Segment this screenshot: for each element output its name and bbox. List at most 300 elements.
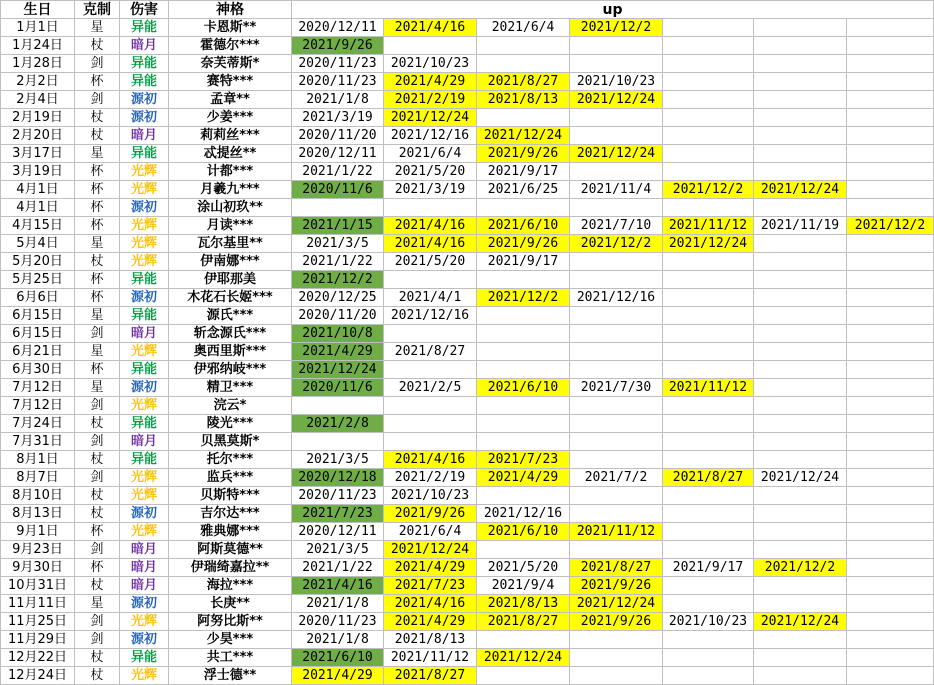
empty-cell[interactable]: [754, 145, 847, 163]
empty-cell[interactable]: [847, 433, 934, 451]
empty-cell[interactable]: [663, 361, 754, 379]
birthday-cell[interactable]: 11月29日: [1, 631, 75, 649]
counter-cell[interactable]: 杯: [75, 523, 120, 541]
up-date-cell[interactable]: 2021/1/8: [292, 595, 384, 613]
up-date-cell[interactable]: 2020/11/23: [292, 487, 384, 505]
empty-cell[interactable]: [663, 595, 754, 613]
deity-name-cell[interactable]: 托尔***: [169, 451, 292, 469]
empty-cell[interactable]: [754, 253, 847, 271]
up-date-cell[interactable]: 2021/5/20: [384, 253, 477, 271]
empty-cell[interactable]: [754, 325, 847, 343]
damage-cell[interactable]: 暗月: [120, 127, 169, 145]
up-date-cell[interactable]: 2021/11/4: [570, 181, 663, 199]
empty-cell[interactable]: [570, 487, 663, 505]
empty-cell[interactable]: [570, 109, 663, 127]
empty-cell[interactable]: [570, 451, 663, 469]
empty-cell[interactable]: [754, 55, 847, 73]
deity-name-cell[interactable]: 奥西里斯***: [169, 343, 292, 361]
up-date-cell[interactable]: 2021/9/4: [477, 577, 570, 595]
up-date-cell[interactable]: 2021/11/12: [663, 217, 754, 235]
empty-cell[interactable]: [754, 397, 847, 415]
birthday-cell[interactable]: 6月21日: [1, 343, 75, 361]
empty-cell[interactable]: [754, 487, 847, 505]
birthday-cell[interactable]: 2月19日: [1, 109, 75, 127]
up-date-cell[interactable]: 2020/11/23: [292, 55, 384, 73]
empty-cell[interactable]: [847, 145, 934, 163]
empty-cell[interactable]: [384, 397, 477, 415]
empty-cell[interactable]: [847, 397, 934, 415]
damage-cell[interactable]: 光辉: [120, 613, 169, 631]
empty-cell[interactable]: [663, 37, 754, 55]
up-date-cell[interactable]: 2021/6/10: [477, 217, 570, 235]
deity-name-cell[interactable]: 伊瑞绮嘉拉**: [169, 559, 292, 577]
up-date-cell[interactable]: 2021/6/4: [384, 145, 477, 163]
birthday-cell[interactable]: 1月1日: [1, 19, 75, 37]
deity-name-cell[interactable]: 卡恩斯**: [169, 19, 292, 37]
empty-cell[interactable]: [292, 433, 384, 451]
damage-cell[interactable]: 异能: [120, 271, 169, 289]
empty-cell[interactable]: [754, 649, 847, 667]
up-date-cell[interactable]: 2021/12/16: [384, 307, 477, 325]
up-date-cell[interactable]: 2021/3/5: [292, 451, 384, 469]
empty-cell[interactable]: [754, 307, 847, 325]
deity-name-cell[interactable]: 孟章**: [169, 91, 292, 109]
counter-cell[interactable]: 剑: [75, 613, 120, 631]
empty-cell[interactable]: [477, 325, 570, 343]
damage-cell[interactable]: 异能: [120, 73, 169, 91]
birthday-cell[interactable]: 5月20日: [1, 253, 75, 271]
empty-cell[interactable]: [477, 37, 570, 55]
birthday-cell[interactable]: 2月2日: [1, 73, 75, 91]
up-date-cell[interactable]: 2021/2/19: [384, 469, 477, 487]
deity-name-cell[interactable]: 木花石长姬***: [169, 289, 292, 307]
up-date-cell[interactable]: 2021/4/29: [477, 469, 570, 487]
counter-cell[interactable]: 杖: [75, 415, 120, 433]
empty-cell[interactable]: [847, 343, 934, 361]
counter-cell[interactable]: 星: [75, 19, 120, 37]
birthday-cell[interactable]: 3月19日: [1, 163, 75, 181]
up-date-cell[interactable]: 2021/12/16: [384, 127, 477, 145]
up-date-cell[interactable]: 2021/9/26: [384, 505, 477, 523]
birthday-cell[interactable]: 11月25日: [1, 613, 75, 631]
up-date-cell[interactable]: 2021/12/24: [570, 595, 663, 613]
empty-cell[interactable]: [384, 433, 477, 451]
empty-cell[interactable]: [570, 541, 663, 559]
up-date-cell[interactable]: 2020/11/20: [292, 127, 384, 145]
deity-name-cell[interactable]: 吉尔达***: [169, 505, 292, 523]
up-date-cell[interactable]: 2021/4/29: [384, 613, 477, 631]
counter-cell[interactable]: 杯: [75, 73, 120, 91]
up-date-cell[interactable]: 2020/12/11: [292, 523, 384, 541]
empty-cell[interactable]: [663, 271, 754, 289]
empty-cell[interactable]: [847, 253, 934, 271]
birthday-cell[interactable]: 9月23日: [1, 541, 75, 559]
up-date-cell[interactable]: 2021/12/2: [570, 19, 663, 37]
birthday-cell[interactable]: 8月10日: [1, 487, 75, 505]
empty-cell[interactable]: [847, 271, 934, 289]
counter-cell[interactable]: 杖: [75, 109, 120, 127]
up-date-cell[interactable]: 2021/3/19: [384, 181, 477, 199]
counter-cell[interactable]: 杯: [75, 181, 120, 199]
birthday-cell[interactable]: 10月31日: [1, 577, 75, 595]
empty-cell[interactable]: [847, 163, 934, 181]
counter-cell[interactable]: 剑: [75, 631, 120, 649]
damage-cell[interactable]: 源初: [120, 505, 169, 523]
up-date-cell[interactable]: 2021/9/26: [292, 37, 384, 55]
up-date-cell[interactable]: 2021/4/16: [384, 19, 477, 37]
counter-cell[interactable]: 剑: [75, 397, 120, 415]
birthday-cell[interactable]: 12月22日: [1, 649, 75, 667]
up-date-cell[interactable]: 2021/4/29: [384, 73, 477, 91]
empty-cell[interactable]: [754, 523, 847, 541]
up-date-cell[interactable]: 2021/9/26: [477, 235, 570, 253]
deity-name-cell[interactable]: 贝斯特***: [169, 487, 292, 505]
empty-cell[interactable]: [847, 37, 934, 55]
up-date-cell[interactable]: 2021/12/2: [847, 217, 934, 235]
empty-cell[interactable]: [384, 271, 477, 289]
up-date-cell[interactable]: 2021/7/2: [570, 469, 663, 487]
damage-cell[interactable]: 源初: [120, 595, 169, 613]
up-date-cell[interactable]: 2021/9/26: [477, 145, 570, 163]
deity-name-cell[interactable]: 精卫***: [169, 379, 292, 397]
deity-name-cell[interactable]: 计都***: [169, 163, 292, 181]
counter-cell[interactable]: 星: [75, 145, 120, 163]
empty-cell[interactable]: [570, 505, 663, 523]
header-deity[interactable]: 神格: [169, 1, 292, 19]
counter-cell[interactable]: 杖: [75, 505, 120, 523]
up-date-cell[interactable]: 2021/6/4: [477, 19, 570, 37]
up-date-cell[interactable]: 2021/4/29: [292, 667, 384, 685]
birthday-cell[interactable]: 9月30日: [1, 559, 75, 577]
birthday-cell[interactable]: 5月25日: [1, 271, 75, 289]
empty-cell[interactable]: [663, 649, 754, 667]
counter-cell[interactable]: 杖: [75, 577, 120, 595]
birthday-cell[interactable]: 4月1日: [1, 199, 75, 217]
deity-name-cell[interactable]: 共工***: [169, 649, 292, 667]
empty-cell[interactable]: [847, 307, 934, 325]
empty-cell[interactable]: [663, 577, 754, 595]
up-date-cell[interactable]: 2021/12/16: [477, 505, 570, 523]
empty-cell[interactable]: [292, 199, 384, 217]
empty-cell[interactable]: [570, 433, 663, 451]
up-date-cell[interactable]: 2021/4/16: [384, 235, 477, 253]
deity-name-cell[interactable]: 忒提丝**: [169, 145, 292, 163]
damage-cell[interactable]: 源初: [120, 91, 169, 109]
empty-cell[interactable]: [663, 55, 754, 73]
empty-cell[interactable]: [754, 235, 847, 253]
empty-cell[interactable]: [847, 523, 934, 541]
empty-cell[interactable]: [663, 199, 754, 217]
deity-name-cell[interactable]: 源氏***: [169, 307, 292, 325]
empty-cell[interactable]: [847, 451, 934, 469]
damage-cell[interactable]: 异能: [120, 55, 169, 73]
counter-cell[interactable]: 杯: [75, 217, 120, 235]
deity-name-cell[interactable]: 霍德尔***: [169, 37, 292, 55]
counter-cell[interactable]: 星: [75, 595, 120, 613]
up-date-cell[interactable]: 2021/7/23: [384, 577, 477, 595]
damage-cell[interactable]: 异能: [120, 145, 169, 163]
deity-name-cell[interactable]: 伊邪纳岐***: [169, 361, 292, 379]
counter-cell[interactable]: 剑: [75, 55, 120, 73]
empty-cell[interactable]: [663, 415, 754, 433]
empty-cell[interactable]: [754, 37, 847, 55]
up-date-cell[interactable]: 2021/3/5: [292, 541, 384, 559]
counter-cell[interactable]: 星: [75, 235, 120, 253]
up-date-cell[interactable]: 2021/10/23: [384, 55, 477, 73]
birthday-cell[interactable]: 8月1日: [1, 451, 75, 469]
empty-cell[interactable]: [570, 199, 663, 217]
damage-cell[interactable]: 源初: [120, 379, 169, 397]
deity-name-cell[interactable]: 瓦尔基里**: [169, 235, 292, 253]
empty-cell[interactable]: [754, 595, 847, 613]
up-date-cell[interactable]: 2021/8/13: [477, 91, 570, 109]
up-date-cell[interactable]: 2021/11/12: [663, 379, 754, 397]
empty-cell[interactable]: [847, 289, 934, 307]
up-date-cell[interactable]: 2021/12/24: [570, 91, 663, 109]
empty-cell[interactable]: [754, 451, 847, 469]
up-date-cell[interactable]: 2021/4/16: [384, 217, 477, 235]
up-date-cell[interactable]: 2021/11/19: [754, 217, 847, 235]
empty-cell[interactable]: [847, 613, 934, 631]
up-date-cell[interactable]: 2021/8/27: [663, 469, 754, 487]
empty-cell[interactable]: [754, 73, 847, 91]
up-date-cell[interactable]: 2020/12/11: [292, 19, 384, 37]
empty-cell[interactable]: [754, 199, 847, 217]
deity-name-cell[interactable]: 贝黑莫斯*: [169, 433, 292, 451]
up-date-cell[interactable]: 2021/12/2: [292, 271, 384, 289]
empty-cell[interactable]: [477, 667, 570, 685]
birthday-cell[interactable]: 7月12日: [1, 379, 75, 397]
empty-cell[interactable]: [570, 271, 663, 289]
up-date-cell[interactable]: 2021/2/8: [292, 415, 384, 433]
up-date-cell[interactable]: 2021/4/1: [384, 289, 477, 307]
up-date-cell[interactable]: 2021/6/10: [292, 649, 384, 667]
damage-cell[interactable]: 异能: [120, 649, 169, 667]
empty-cell[interactable]: [477, 541, 570, 559]
empty-cell[interactable]: [477, 271, 570, 289]
counter-cell[interactable]: 杯: [75, 559, 120, 577]
empty-cell[interactable]: [754, 127, 847, 145]
damage-cell[interactable]: 异能: [120, 415, 169, 433]
up-date-cell[interactable]: 2021/1/22: [292, 559, 384, 577]
up-date-cell[interactable]: 2020/11/6: [292, 181, 384, 199]
empty-cell[interactable]: [384, 361, 477, 379]
deity-name-cell[interactable]: 斩念源氏***: [169, 325, 292, 343]
damage-cell[interactable]: 暗月: [120, 433, 169, 451]
empty-cell[interactable]: [570, 631, 663, 649]
damage-cell[interactable]: 光辉: [120, 163, 169, 181]
empty-cell[interactable]: [570, 253, 663, 271]
damage-cell[interactable]: 光辉: [120, 235, 169, 253]
up-date-cell[interactable]: 2021/9/17: [477, 163, 570, 181]
empty-cell[interactable]: [477, 307, 570, 325]
empty-cell[interactable]: [847, 559, 934, 577]
empty-cell[interactable]: [847, 361, 934, 379]
empty-cell[interactable]: [847, 235, 934, 253]
empty-cell[interactable]: [477, 433, 570, 451]
empty-cell[interactable]: [847, 631, 934, 649]
empty-cell[interactable]: [847, 379, 934, 397]
up-date-cell[interactable]: 2021/6/4: [384, 523, 477, 541]
birthday-cell[interactable]: 2月20日: [1, 127, 75, 145]
up-date-cell[interactable]: 2021/7/23: [292, 505, 384, 523]
counter-cell[interactable]: 剑: [75, 469, 120, 487]
up-date-cell[interactable]: 2021/10/23: [663, 613, 754, 631]
empty-cell[interactable]: [384, 415, 477, 433]
counter-cell[interactable]: 杖: [75, 127, 120, 145]
empty-cell[interactable]: [847, 649, 934, 667]
empty-cell[interactable]: [663, 343, 754, 361]
damage-cell[interactable]: 光辉: [120, 667, 169, 685]
empty-cell[interactable]: [847, 73, 934, 91]
up-date-cell[interactable]: 2021/4/16: [292, 577, 384, 595]
up-date-cell[interactable]: 2021/6/10: [477, 523, 570, 541]
damage-cell[interactable]: 光辉: [120, 523, 169, 541]
empty-cell[interactable]: [754, 433, 847, 451]
empty-cell[interactable]: [847, 199, 934, 217]
counter-cell[interactable]: 杖: [75, 253, 120, 271]
empty-cell[interactable]: [292, 397, 384, 415]
up-date-cell[interactable]: 2021/7/10: [570, 217, 663, 235]
up-date-cell[interactable]: 2021/10/23: [384, 487, 477, 505]
up-date-cell[interactable]: 2021/8/27: [570, 559, 663, 577]
up-date-cell[interactable]: 2021/7/30: [570, 379, 663, 397]
up-date-cell[interactable]: 2021/12/2: [663, 181, 754, 199]
birthday-cell[interactable]: 1月24日: [1, 37, 75, 55]
counter-cell[interactable]: 杖: [75, 451, 120, 469]
empty-cell[interactable]: [847, 505, 934, 523]
damage-cell[interactable]: 源初: [120, 109, 169, 127]
birthday-cell[interactable]: 7月12日: [1, 397, 75, 415]
empty-cell[interactable]: [754, 415, 847, 433]
up-date-cell[interactable]: 2021/8/13: [477, 595, 570, 613]
up-date-cell[interactable]: 2021/6/10: [477, 379, 570, 397]
damage-cell[interactable]: 暗月: [120, 577, 169, 595]
damage-cell[interactable]: 光辉: [120, 181, 169, 199]
birthday-cell[interactable]: 7月31日: [1, 433, 75, 451]
damage-cell[interactable]: 光辉: [120, 487, 169, 505]
empty-cell[interactable]: [663, 163, 754, 181]
deity-name-cell[interactable]: 伊耶那美: [169, 271, 292, 289]
up-date-cell[interactable]: 2021/12/24: [477, 127, 570, 145]
empty-cell[interactable]: [570, 55, 663, 73]
up-date-cell[interactable]: 2021/4/16: [384, 595, 477, 613]
counter-cell[interactable]: 杯: [75, 163, 120, 181]
birthday-cell[interactable]: 8月13日: [1, 505, 75, 523]
empty-cell[interactable]: [663, 451, 754, 469]
empty-cell[interactable]: [663, 541, 754, 559]
up-date-cell[interactable]: 2021/11/12: [384, 649, 477, 667]
empty-cell[interactable]: [847, 19, 934, 37]
up-date-cell[interactable]: 2021/12/24: [663, 235, 754, 253]
up-date-cell[interactable]: 2021/9/17: [663, 559, 754, 577]
up-date-cell[interactable]: 2021/4/29: [384, 559, 477, 577]
up-date-cell[interactable]: 2020/11/23: [292, 73, 384, 91]
damage-cell[interactable]: 源初: [120, 289, 169, 307]
empty-cell[interactable]: [663, 307, 754, 325]
damage-cell[interactable]: 光辉: [120, 343, 169, 361]
up-date-cell[interactable]: 2021/8/13: [384, 631, 477, 649]
empty-cell[interactable]: [570, 325, 663, 343]
empty-cell[interactable]: [477, 631, 570, 649]
damage-cell[interactable]: 光辉: [120, 217, 169, 235]
empty-cell[interactable]: [663, 145, 754, 163]
up-date-cell[interactable]: 2021/12/16: [570, 289, 663, 307]
empty-cell[interactable]: [754, 163, 847, 181]
counter-cell[interactable]: 杖: [75, 667, 120, 685]
up-date-cell[interactable]: 2021/12/24: [384, 541, 477, 559]
up-date-cell[interactable]: 2021/12/24: [570, 145, 663, 163]
up-date-cell[interactable]: 2021/6/25: [477, 181, 570, 199]
deity-name-cell[interactable]: 月羲九***: [169, 181, 292, 199]
empty-cell[interactable]: [663, 91, 754, 109]
empty-cell[interactable]: [663, 325, 754, 343]
up-date-cell[interactable]: 2021/9/26: [570, 577, 663, 595]
empty-cell[interactable]: [663, 397, 754, 415]
damage-cell[interactable]: 光辉: [120, 469, 169, 487]
up-date-cell[interactable]: 2021/8/27: [477, 613, 570, 631]
up-date-cell[interactable]: 2021/2/5: [384, 379, 477, 397]
empty-cell[interactable]: [477, 415, 570, 433]
header-counter[interactable]: 克制: [75, 1, 120, 19]
empty-cell[interactable]: [847, 541, 934, 559]
empty-cell[interactable]: [847, 109, 934, 127]
deity-name-cell[interactable]: 莉莉丝***: [169, 127, 292, 145]
up-date-cell[interactable]: 2021/1/15: [292, 217, 384, 235]
deity-name-cell[interactable]: 阿努比斯**: [169, 613, 292, 631]
counter-cell[interactable]: 星: [75, 343, 120, 361]
empty-cell[interactable]: [847, 325, 934, 343]
empty-cell[interactable]: [847, 91, 934, 109]
counter-cell[interactable]: 剑: [75, 325, 120, 343]
empty-cell[interactable]: [847, 487, 934, 505]
counter-cell[interactable]: 星: [75, 379, 120, 397]
damage-cell[interactable]: 异能: [120, 307, 169, 325]
deity-name-cell[interactable]: 涂山初玖**: [169, 199, 292, 217]
empty-cell[interactable]: [847, 469, 934, 487]
up-date-cell[interactable]: 2020/12/25: [292, 289, 384, 307]
empty-cell[interactable]: [384, 199, 477, 217]
up-date-cell[interactable]: 2021/8/27: [384, 343, 477, 361]
empty-cell[interactable]: [754, 91, 847, 109]
deity-name-cell[interactable]: 海拉***: [169, 577, 292, 595]
deity-name-cell[interactable]: 长庚**: [169, 595, 292, 613]
empty-cell[interactable]: [663, 289, 754, 307]
empty-cell[interactable]: [570, 343, 663, 361]
deity-name-cell[interactable]: 浮士德**: [169, 667, 292, 685]
birthday-cell[interactable]: 1月28日: [1, 55, 75, 73]
birthday-cell[interactable]: 2月4日: [1, 91, 75, 109]
damage-cell[interactable]: 暗月: [120, 541, 169, 559]
damage-cell[interactable]: 源初: [120, 199, 169, 217]
header-up[interactable]: up: [292, 1, 934, 19]
empty-cell[interactable]: [570, 361, 663, 379]
up-date-cell[interactable]: 2021/10/8: [292, 325, 384, 343]
up-date-cell[interactable]: 2021/10/23: [570, 73, 663, 91]
up-date-cell[interactable]: 2021/4/29: [292, 343, 384, 361]
up-date-cell[interactable]: 2021/3/5: [292, 235, 384, 253]
empty-cell[interactable]: [570, 127, 663, 145]
up-date-cell[interactable]: 2020/11/6: [292, 379, 384, 397]
up-date-cell[interactable]: 2020/12/11: [292, 145, 384, 163]
birthday-cell[interactable]: 5月4日: [1, 235, 75, 253]
up-date-cell[interactable]: 2021/4/16: [384, 451, 477, 469]
damage-cell[interactable]: 光辉: [120, 397, 169, 415]
header-birthday[interactable]: 生日: [1, 1, 75, 19]
damage-cell[interactable]: 暗月: [120, 37, 169, 55]
counter-cell[interactable]: 星: [75, 307, 120, 325]
deity-name-cell[interactable]: 少昊***: [169, 631, 292, 649]
